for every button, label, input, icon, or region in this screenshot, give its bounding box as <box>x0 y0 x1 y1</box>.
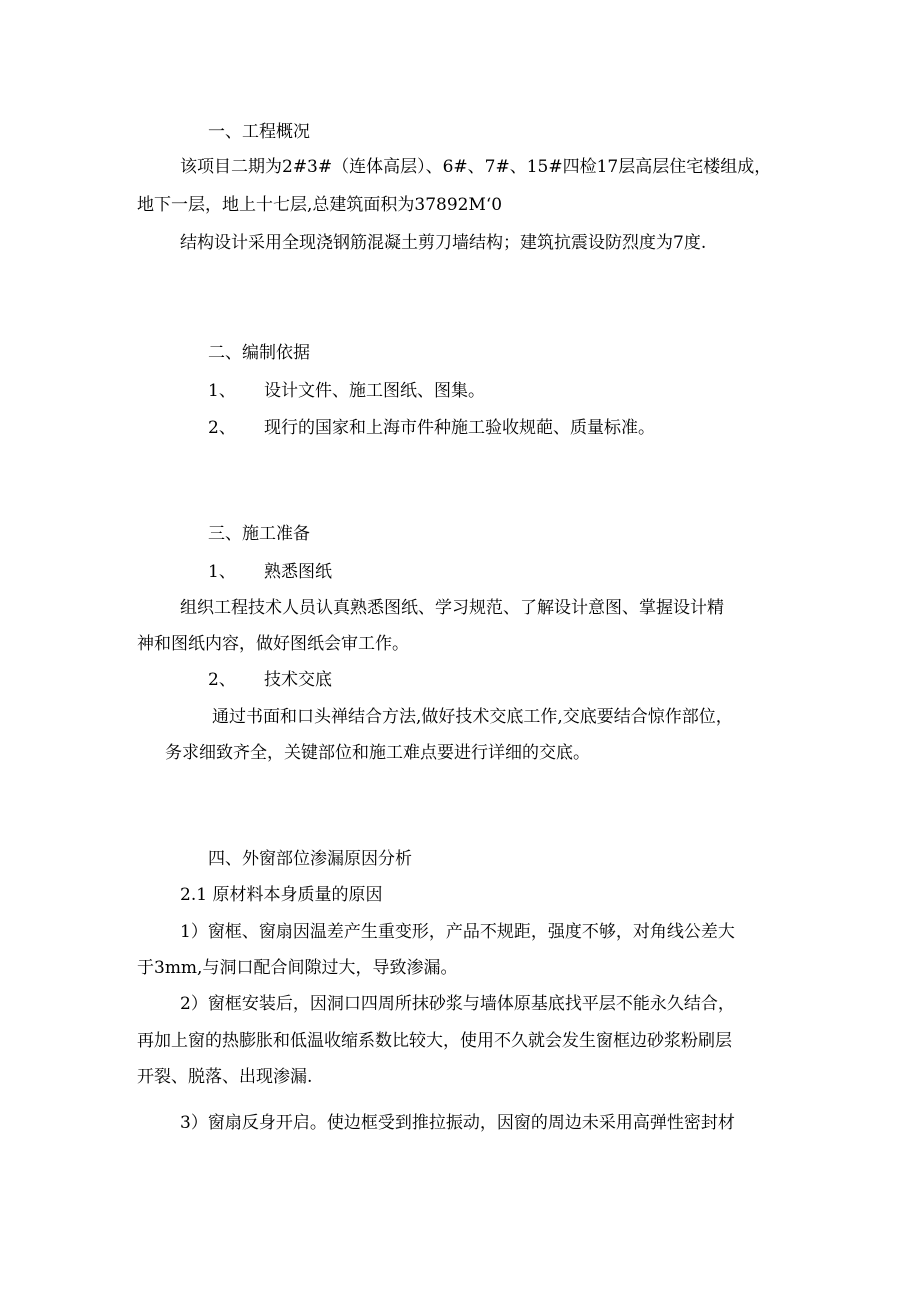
paragraph-line: 通过书面和口头禅结合方法,做好技术交底工作,交底要结合惊作部位， <box>212 707 733 727</box>
paragraph-line: 该项目二期为2#3#（连体高层）、6#、7#、15#四检17层高层住宅楼组成， <box>180 157 772 177</box>
list-item <box>208 380 485 402</box>
list-item-number: 2、 <box>208 418 236 438</box>
list-item-number: 2、 <box>208 670 236 690</box>
section-heading-overview: 一、工程概况 <box>208 122 310 142</box>
section-heading-basis: 二、编制依据 <box>208 343 310 363</box>
list-item-number: 1、 <box>208 381 236 401</box>
list-item <box>208 669 332 691</box>
section-heading-analysis: 四、外窗部位渗漏原因分析 <box>208 849 412 869</box>
list-item-text: 技术交底 <box>264 670 332 690</box>
paragraph-line: 地下一层，地上十七层,总建筑面积为37892M‘0 <box>137 195 503 215</box>
list-item <box>208 417 655 439</box>
paragraph-line: 再加上窗的热膨胀和低温收缩系数比较大，使用不久就会发生窗框边砂浆粉刷层 <box>137 1031 732 1051</box>
paragraph-line: 于3mm,与洞口配合间隙过大，导致渗漏。 <box>137 958 458 978</box>
paragraph-line: 开裂、脱落、出现渗漏. <box>137 1067 313 1087</box>
subsection-heading: 2.1 原材料本身质量的原因 <box>180 885 383 905</box>
list-item-text: 设计文件、施工图纸、图集。 <box>264 381 485 401</box>
list-item <box>208 561 332 583</box>
paragraph-line: 3）窗扇反身开启。使边框受到推拉振动，因窗的周边未采用高弹性密封材 <box>180 1113 735 1133</box>
paragraph-line: 1）窗框、窗扇因温差产生重变形，产品不规距，强度不够，对角线公差大 <box>180 922 735 942</box>
list-item-number: 1、 <box>208 562 236 582</box>
paragraph-line: 务求细致齐全，关键部位和施工难点要进行详细的交底。 <box>165 743 590 763</box>
paragraph-line: 结构设计采用全现浇钢筋混凝土剪刀墙结构；建筑抗震设防烈度为7度. <box>180 233 707 253</box>
paragraph-line: 2）窗框安装后，因洞口四周所抹砂浆与墙体原基底找平层不能永久结合， <box>180 994 735 1014</box>
paragraph-line: 神和图纸内容，做好图纸会审工作。 <box>137 634 409 654</box>
list-item-text: 现行的国家和上海市件种施工验收规葩、质量标准。 <box>264 418 655 438</box>
list-item-text: 熟悉图纸 <box>264 562 332 582</box>
section-heading-preparation: 三、施工准备 <box>208 524 310 544</box>
paragraph-line: 组织工程技术人员认真熟悉图纸、学习规范、了解设计意图、掌握设计精 <box>180 598 724 618</box>
